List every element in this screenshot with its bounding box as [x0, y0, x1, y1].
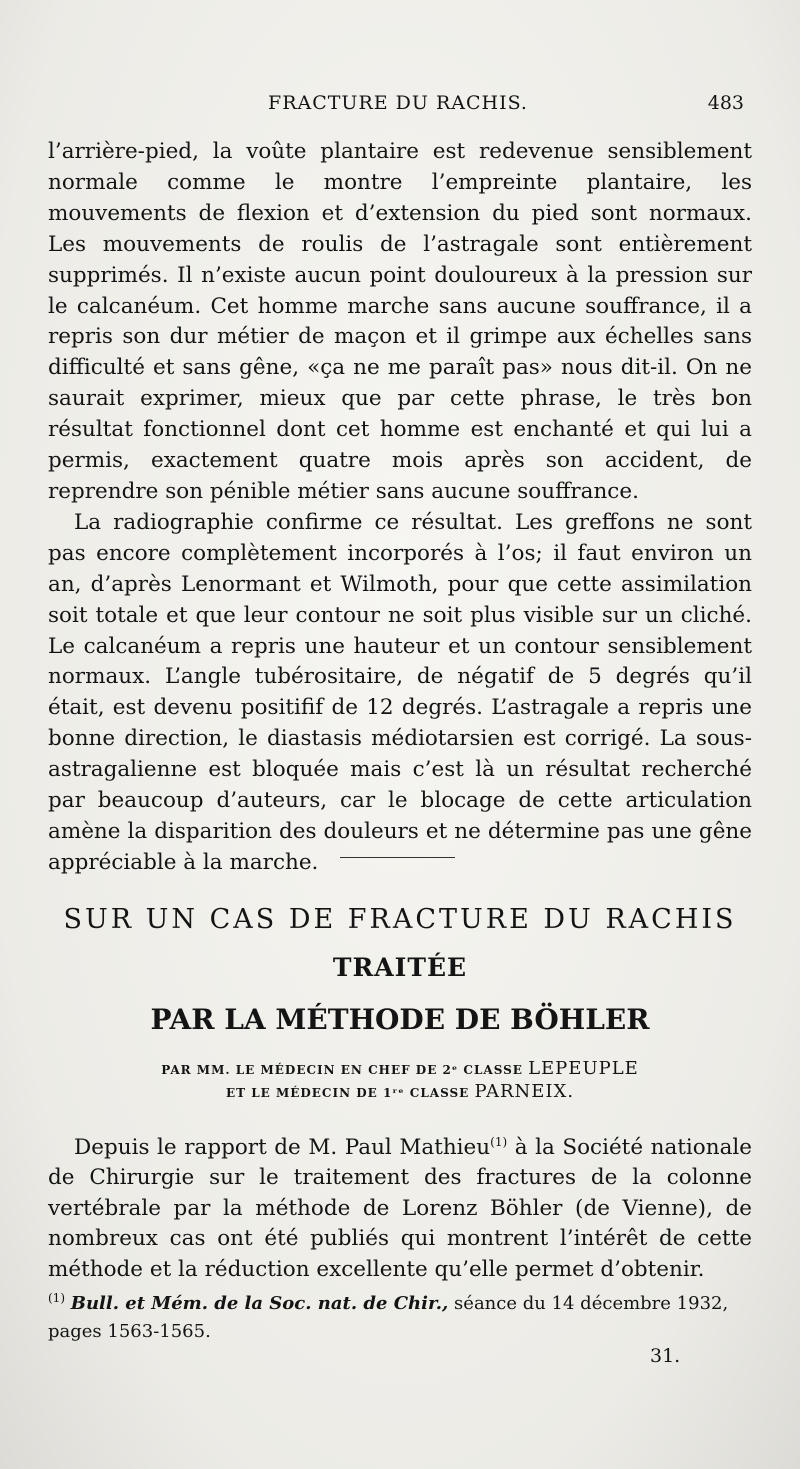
byline-first-prefix: PAR MM. LE MÉDECIN EN CHEF DE 2ᵉ CLASSE [161, 1063, 523, 1077]
paragraph-continuation: l’arrière-pied, la voûte plantaire est redevenue sensiblement normale comme le montre l’empreinte plantaire, les mouvements de flexion et d’extension du pied sont normaux. Les mouvements de roulis de l’astragale sont entièrement supprimés. Il n’existe aucun point douloureux à la pression sur le calcanéum. Cet homme marche sans aucune souffrance, il a repris son dur métier de maçon et il grimpe aux échelles sans difficulté et sans gêne, «ça ne me paraît pas» nous dit-il. On ne saurait exprimer, mieux que par cette phrase, le très bon résultat fonctionnel dont cet homme est enchanté et qui lui a permis, exactement quatre mois après son accident, de reprendre son pénible métier sans aucune souffrance. [48, 139, 752, 504]
article-title-line-3: PAR LA MÉTHODE DE BÖHLER [150, 1003, 650, 1036]
article-heading [48, 900, 752, 1104]
article-title-line-1: SUR UN CAS DE FRACTURE DU RACHIS [63, 904, 737, 935]
byline-first-author [48, 1058, 752, 1081]
running-head [48, 92, 748, 120]
footnote [48, 1290, 752, 1346]
author-lepeuple: LEPEUPLE [528, 1058, 639, 1079]
byline-second-prefix: ET LE MÉDECIN DE 1ʳᵉ CLASSE [225, 1086, 470, 1100]
byline-second-author [48, 1081, 752, 1104]
page-number: 483 [707, 92, 744, 114]
section-divider [340, 857, 455, 858]
paragraph-radiography: La radiographie confirme ce résultat. Les greffons ne sont pas encore complètement incorporés à l’os; il faut environ un an, d’après Lenormant et Wilmoth, pour que cette assimilation soit totale et que leur contour ne soit plus visible sur un cliché. Le calcanéum a repris une hauteur et un contour sensiblement normaux. L’angle tubérositaire, de négatif de 5 degrés qu’il était, est devenu positifif de 12 degrés. L’astragale a repris une bonne direction, le diastasis médiotarsien est corrigé. La sous-astragalienne est bloquée mais c’est là un résultat recherché par beaucoup d’auteurs, car le blocage de cette articulation amène la disparition des douleurs et ne détermine pas une gêne appréciable à la marche. [48, 509, 752, 875]
author-parneix: PARNEIX. [474, 1081, 575, 1102]
signature-mark: 31. [650, 1345, 681, 1367]
footnote-source: Bull. et Mém. de la Soc. nat. de Chir., [70, 1293, 449, 1314]
footnote-reference: (1) [490, 1134, 508, 1149]
footnote-details: séance du 14 décembre 1932, pages 1563-1565. [48, 1293, 729, 1342]
article-intro [48, 1133, 752, 1286]
body-text [48, 137, 752, 879]
intro-text-start: Depuis le rapport de M. Paul Mathieu [74, 1134, 491, 1160]
running-title: FRACTURE DU RACHIS. [268, 92, 528, 114]
article-title-line-2: TRAITÉE [332, 953, 468, 982]
intro-text-end: à la Société nationale de Chirurgie sur le traitement des fractures de la colonne vertébrale par la méthode de Lorenz Böhler (de Vienne), de nombreux cas ont été publiés qui montrent l’intérêt de cette méthode et la réduction excellente qu’elle permet d’obtenir. [48, 1134, 753, 1282]
footnote-marker: (1) [48, 1291, 65, 1305]
